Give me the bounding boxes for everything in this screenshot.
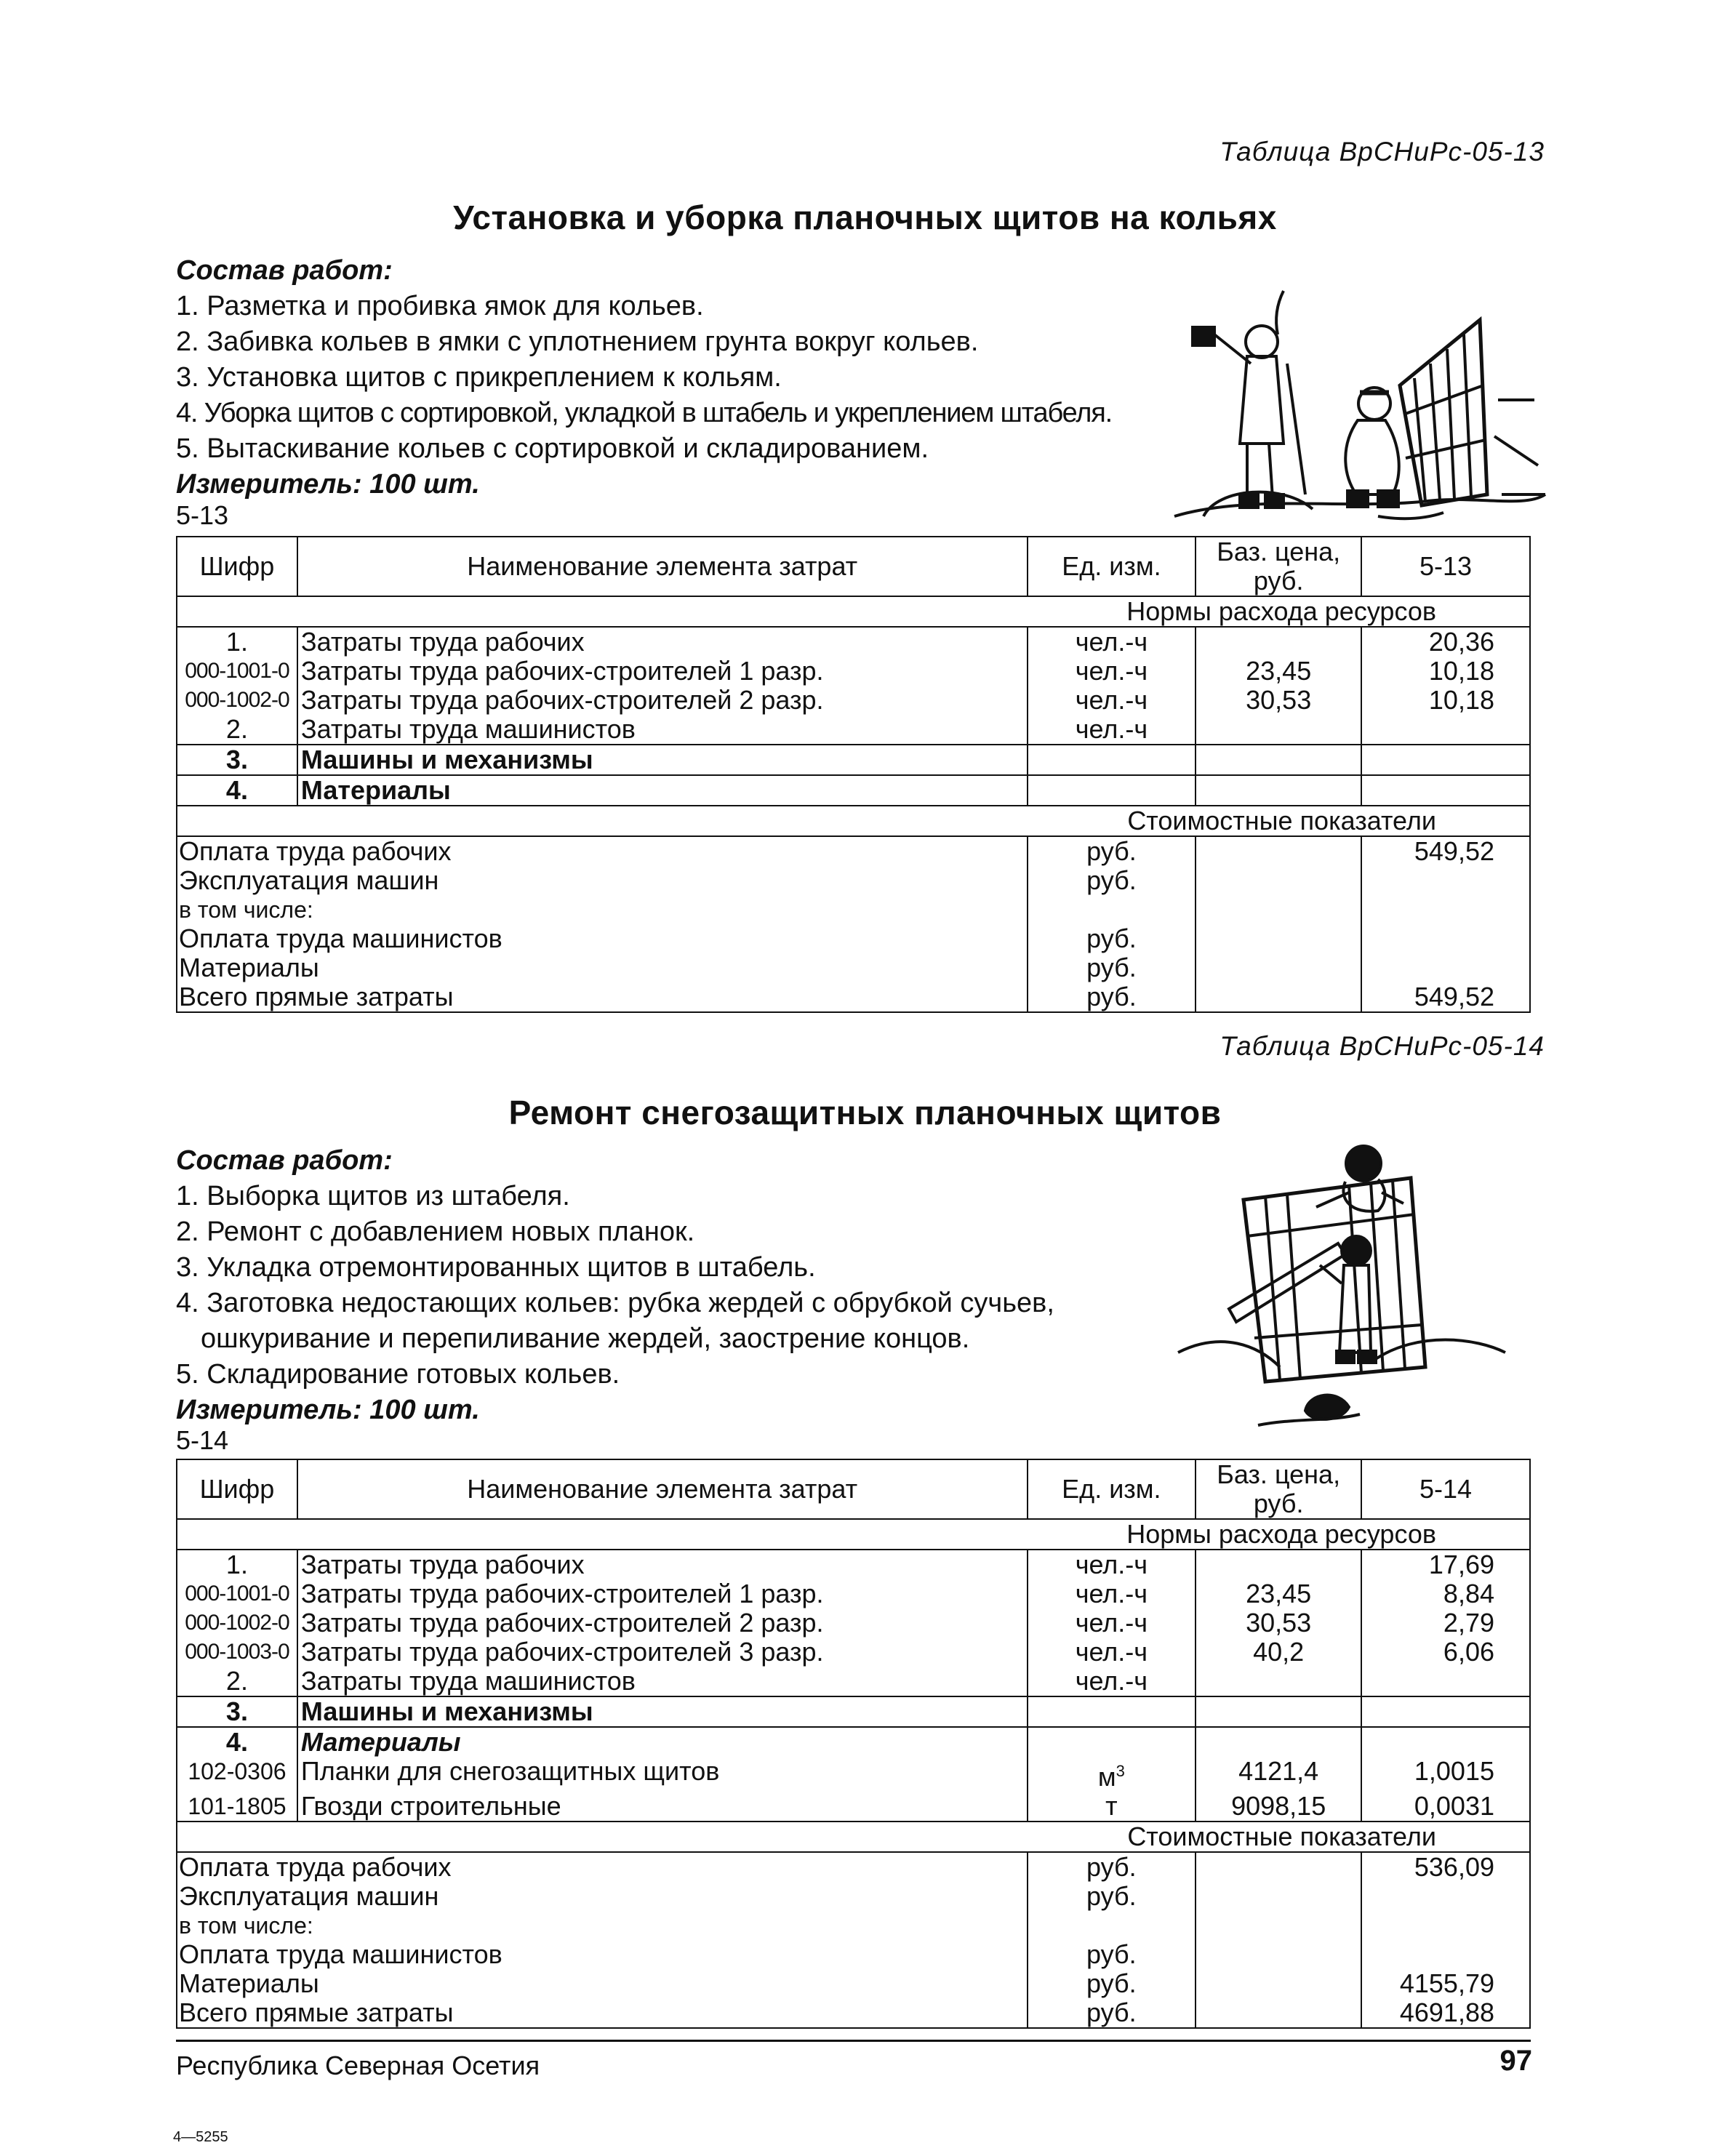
cost-name: Всего прямые затраты	[177, 1998, 1028, 2028]
cost-row	[177, 866, 1530, 895]
row-price: 40,2	[1196, 1638, 1361, 1667]
work-item: 3. Укладка отремонтированных щитов в штабель.	[176, 1252, 816, 1283]
cost-name: Эксплуатация машин	[177, 1882, 1028, 1911]
materials-name: Материалы	[297, 1727, 1028, 1757]
cost-value: 4155,79	[1361, 1969, 1530, 1998]
cost-unit: руб.	[1028, 866, 1196, 895]
row-code: 000-1002-0	[177, 1608, 297, 1638]
section-norms: Нормы расхода ресурсов	[177, 1519, 1530, 1550]
section-cost: Стоимостные показатели	[177, 806, 1530, 836]
cost-row	[177, 1911, 1530, 1940]
header-unit: Ед. изм.	[1028, 537, 1196, 596]
work-composition	[176, 1143, 1054, 1428]
machines-code: 3.	[177, 745, 297, 775]
cost-row	[177, 1998, 1530, 2028]
row-name: Затраты труда рабочих-строителей 1 разр.	[297, 1579, 1028, 1608]
row-value: 10,18	[1361, 657, 1530, 686]
measure-unit: Измеритель: 100 шт.	[176, 469, 480, 500]
row-price	[1196, 1550, 1361, 1579]
cost-name: Материалы	[177, 1969, 1028, 1998]
work-item: 4. Заготовка недостающих кольев: рубка жердей с обрубкой сучьев,	[176, 1288, 1054, 1318]
table-code: 5-13	[176, 500, 229, 530]
cost-unit: руб.	[1028, 982, 1196, 1012]
row-code: 2.	[177, 1667, 297, 1696]
table-row	[177, 715, 1530, 745]
cost-row	[177, 953, 1530, 982]
work-item: 2. Забивка кольев в ямки с уплотнением грунта вокруг кольев.	[176, 326, 979, 357]
machines-code: 3.	[177, 1696, 297, 1727]
section-cost: Стоимостные показатели	[177, 1822, 1530, 1852]
row-unit: чел.-ч	[1028, 1579, 1196, 1608]
row-unit: чел.-ч	[1028, 1550, 1196, 1579]
row-code: 000-1001-0	[177, 657, 297, 686]
header-value: 5-14	[1361, 1459, 1530, 1519]
row-value: 2,79	[1361, 1608, 1530, 1638]
work-item: ошкуривание и перепиливание жердей, заострение концов.	[201, 1323, 970, 1354]
cost-row	[177, 982, 1530, 1012]
cost-value	[1361, 1882, 1530, 1911]
cost-row	[177, 836, 1530, 866]
row-unit: чел.-ч	[1028, 715, 1196, 745]
section-title: Установка и уборка планочных щитов на кольях	[453, 199, 1277, 236]
work-item: 2. Ремонт с добавлением новых планок.	[176, 1217, 695, 1247]
cost-unit: руб.	[1028, 1969, 1196, 1998]
workers-installing-fence-illustration	[1160, 276, 1553, 527]
table-row	[177, 1579, 1530, 1608]
work-heading: Состав работ:	[176, 1145, 393, 1176]
section-title: Ремонт снегозащитных планочных щитов	[508, 1094, 1222, 1131]
row-price	[1196, 715, 1361, 745]
row-name: Затраты труда рабочих	[297, 627, 1028, 657]
section-row	[177, 1519, 1530, 1550]
material-unit: т	[1028, 1792, 1196, 1822]
header-name: Наименование элемента затрат	[297, 1459, 1028, 1519]
cost-row	[177, 1940, 1530, 1969]
table-row	[177, 1727, 1530, 1757]
header-value: 5-13	[1361, 537, 1530, 596]
material-price: 9098,15	[1196, 1792, 1361, 1822]
cost-value	[1361, 895, 1530, 924]
cost-name: Материалы	[177, 953, 1028, 982]
materials-code: 4.	[177, 775, 297, 806]
cost-unit: руб.	[1028, 1852, 1196, 1882]
row-code: 1.	[177, 627, 297, 657]
cost-row	[177, 895, 1530, 924]
row-code: 1.	[177, 1550, 297, 1579]
table-caption: Таблица ВрСНиРс-05-13	[1220, 137, 1545, 167]
material-value: 1,0015	[1361, 1757, 1530, 1792]
material-name: Планки для снегозащитных щитов	[297, 1757, 1028, 1792]
row-price: 30,53	[1196, 686, 1361, 715]
row-name: Затраты труда рабочих-строителей 1 разр.	[297, 657, 1028, 686]
row-unit: чел.-ч	[1028, 627, 1196, 657]
cost-row	[177, 1852, 1530, 1882]
row-value: 20,36	[1361, 627, 1530, 657]
row-unit: чел.-ч	[1028, 686, 1196, 715]
work-item: 1. Разметка и пробивка ямок для кольев.	[176, 291, 704, 321]
cost-unit: руб.	[1028, 924, 1196, 953]
header-price: Баз. цена, руб.	[1196, 537, 1361, 596]
cost-name: Оплата труда машинистов	[177, 924, 1028, 953]
section-row	[177, 596, 1530, 627]
material-name: Гвозди строительные	[297, 1792, 1028, 1822]
norms-table-5-14	[176, 1459, 1531, 2029]
material-unit: $м^3$	[1028, 1757, 1196, 1792]
cost-name: Оплата труда машинистов	[177, 1940, 1028, 1969]
header-name: Наименование элемента затрат	[297, 537, 1028, 596]
machines-name: Машины и механизмы	[297, 745, 1028, 775]
measure-unit: Измеритель: 100 шт.	[176, 1395, 480, 1425]
table-row	[177, 657, 1530, 686]
cost-unit: руб.	[1028, 1940, 1196, 1969]
work-item: 5. Складирование готовых кольев.	[176, 1359, 620, 1390]
cost-row	[177, 1969, 1530, 1998]
header-code: Шифр	[177, 537, 297, 596]
row-price: 23,45	[1196, 657, 1361, 686]
table-row	[177, 1696, 1530, 1727]
row-name: Затраты труда рабочих	[297, 1550, 1028, 1579]
cost-unit	[1028, 1911, 1196, 1940]
row-name: Затраты труда машинистов	[297, 715, 1028, 745]
cost-name: Эксплуатация машин	[177, 866, 1028, 895]
material-price: 4121,4	[1196, 1757, 1361, 1792]
row-price	[1196, 1667, 1361, 1696]
cost-value	[1361, 953, 1530, 982]
header-code: Шифр	[177, 1459, 297, 1519]
section-norms: Нормы расхода ресурсов	[177, 596, 1530, 627]
table-row	[177, 686, 1530, 715]
row-code: 2.	[177, 715, 297, 745]
work-item: 3. Установка щитов с прикреплением к кольям.	[176, 362, 782, 393]
row-value: 17,69	[1361, 1550, 1530, 1579]
machines-name: Машины и механизмы	[297, 1696, 1028, 1727]
row-name: Затраты труда рабочих-строителей 2 разр.	[297, 686, 1028, 715]
material-row	[177, 1757, 1530, 1792]
row-value: 6,06	[1361, 1638, 1530, 1667]
materials-name: Материалы	[297, 775, 1028, 806]
material-row	[177, 1792, 1530, 1822]
cost-row	[177, 924, 1530, 953]
cost-name: Оплата труда рабочих	[177, 836, 1028, 866]
cost-name: Оплата труда рабочих	[177, 1852, 1028, 1882]
work-item: 4. Уборка щитов с сортировкой, укладкой в штабель и укреплением штабеля.	[176, 398, 1112, 428]
norms-table-5-13	[176, 536, 1531, 1013]
row-code: 000-1002-0	[177, 686, 297, 715]
work-composition	[176, 253, 1112, 502]
material-value: 0,0031	[1361, 1792, 1530, 1822]
cost-name: Всего прямые затраты	[177, 982, 1028, 1012]
table-header-row	[177, 537, 1530, 596]
row-unit: чел.-ч	[1028, 1667, 1196, 1696]
table-row	[177, 775, 1530, 806]
row-name: Затраты труда рабочих-строителей 3 разр.	[297, 1638, 1028, 1667]
cost-row	[177, 1882, 1530, 1911]
row-value: 8,84	[1361, 1579, 1530, 1608]
row-value	[1361, 1667, 1530, 1696]
materials-code: 4.	[177, 1727, 297, 1757]
row-value: 10,18	[1361, 686, 1530, 715]
row-code: 000-1001-0	[177, 1579, 297, 1608]
row-code: 000-1003-0	[177, 1638, 297, 1667]
cost-value	[1361, 1911, 1530, 1940]
table-row	[177, 1667, 1530, 1696]
cost-unit: руб.	[1028, 953, 1196, 982]
material-code: 102-0306	[177, 1757, 297, 1792]
cost-value: 4691,88	[1361, 1998, 1530, 2028]
print-code: 4—5255	[173, 2129, 228, 2145]
table-row	[177, 745, 1530, 775]
cost-value: 549,52	[1361, 982, 1530, 1012]
section-row	[177, 1822, 1530, 1852]
row-price: 30,53	[1196, 1608, 1361, 1638]
footer-divider	[176, 2040, 1531, 2042]
cost-value	[1361, 1940, 1530, 1969]
row-name: Затраты труда рабочих-строителей 2 разр.	[297, 1608, 1028, 1638]
cost-name: в том числе:	[177, 1911, 1028, 1940]
row-value	[1361, 715, 1530, 745]
table-code: 5-14	[176, 1425, 229, 1455]
row-unit: чел.-ч	[1028, 657, 1196, 686]
cost-value	[1361, 924, 1530, 953]
table-row	[177, 1550, 1530, 1579]
cost-unit: руб.	[1028, 1998, 1196, 2028]
work-heading: Состав работ:	[176, 255, 393, 286]
row-unit: чел.-ч	[1028, 1608, 1196, 1638]
work-item: 5. Вытаскивание кольев с сортировкой и складированием.	[176, 433, 929, 464]
footer-region: Республика Северная Осетия	[176, 2051, 540, 2080]
worker-repairing-shield-illustration	[1171, 1134, 1513, 1432]
row-price	[1196, 627, 1361, 657]
table-caption: Таблица ВрСНиРс-05-14	[1220, 1031, 1545, 1061]
table-header-row	[177, 1459, 1530, 1519]
cost-unit: руб.	[1028, 836, 1196, 866]
page-number: 97	[1499, 2045, 1532, 2077]
table-row	[177, 1608, 1530, 1638]
row-price: 23,45	[1196, 1579, 1361, 1608]
cost-value: 536,09	[1361, 1852, 1530, 1882]
material-code: 101-1805	[177, 1792, 297, 1822]
cost-name: в том числе:	[177, 895, 1028, 924]
table-row	[177, 627, 1530, 657]
table-row	[177, 1638, 1530, 1667]
row-unit: чел.-ч	[1028, 1638, 1196, 1667]
work-item: 1. Выборка щитов из штабеля.	[176, 1181, 570, 1211]
row-name: Затраты труда машинистов	[297, 1667, 1028, 1696]
header-unit: Ед. изм.	[1028, 1459, 1196, 1519]
cost-value: 549,52	[1361, 836, 1530, 866]
header-price: Баз. цена, руб.	[1196, 1459, 1361, 1519]
section-row	[177, 806, 1530, 836]
cost-value	[1361, 866, 1530, 895]
cost-unit: руб.	[1028, 1882, 1196, 1911]
cost-unit	[1028, 895, 1196, 924]
